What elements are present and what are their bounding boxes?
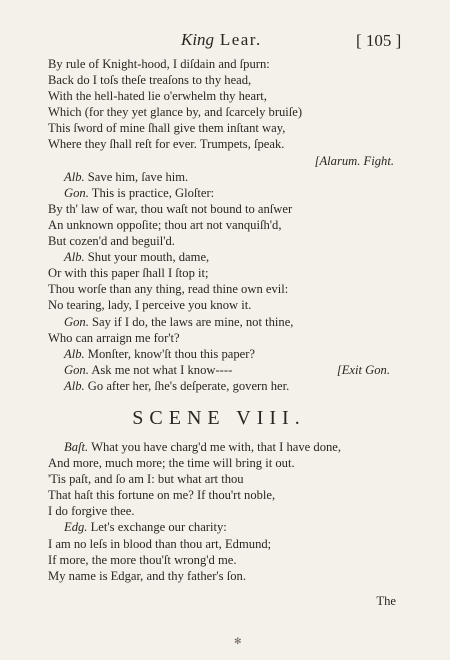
catchword: The	[376, 593, 396, 608]
text-line: Thou worſe than any thing, read thine own evil:	[48, 282, 289, 297]
text-line: I am no leſs in blood than thou art, Edmund;	[48, 536, 272, 551]
speech-text: This is practice, Gloſter:	[91, 185, 215, 200]
scene-heading: SCENE VIII.	[132, 406, 306, 429]
text-line: With the hell-hated lie o'erwhelm thy heart,	[48, 89, 267, 104]
speaker-name: Gon.	[64, 185, 89, 200]
text-line: 'Tis paſt, and ſo am I: but what art thou	[48, 472, 244, 487]
text-line: But cozen'd and beguil'd.	[48, 234, 175, 249]
text-line: Where they ſhall reſt for ever. Trumpets, ſpeak.	[48, 137, 285, 152]
text-line: By th' law of war, thou waſt not bound to anſwer	[48, 201, 293, 216]
text-line: No tearing, lady, I perceive you know it.	[48, 298, 252, 313]
text-line: Or with this paper ſhall I ſtop it;	[48, 266, 209, 281]
speech-line	[48, 169, 390, 185]
speech-line	[48, 519, 390, 535]
speech-text: Say if I do, the laws are mine, not thine,	[92, 314, 294, 329]
text-line: My name is Edgar, and thy father's ſon.	[48, 568, 246, 583]
stage-direction: [Exit Gon.	[336, 362, 390, 377]
text-line: An unknown oppoſite; thou art not vanquiſh'd,	[48, 217, 282, 232]
speech-text: Go after her, ſhe's deſperate, govern her.	[87, 378, 290, 393]
speech-text: What you have charg'd me with, that I have done,	[91, 439, 342, 454]
text-line: If more, the more thou'ſt wrong'd me.	[48, 552, 237, 567]
speech-line	[48, 249, 390, 265]
text-line: And more, much more; the time will bring it out.	[48, 456, 295, 471]
text-line: By rule of Knight-hood, I diſdain and ſpurn:	[48, 57, 270, 71]
printer-mark-icon: ✻	[234, 636, 242, 646]
speaker-name: Baſt.	[64, 439, 89, 454]
speaker-name: Alb.	[64, 250, 85, 265]
running-title-italic: King	[181, 30, 215, 49]
speech-line	[48, 378, 390, 394]
page-number: [ 105 ]	[356, 31, 402, 50]
text-line: Back do I toſs theſe treaſons to thy head,	[48, 73, 252, 88]
speaker-name: Edg.	[64, 520, 88, 535]
speech-line	[48, 346, 390, 362]
speech-text: Shut your mouth, dame,	[87, 250, 210, 265]
running-title-caps: Lear.	[219, 30, 262, 49]
text-line: Which (for they yet glance by, and ſcarcely bruiſe)	[48, 105, 303, 120]
text-line: Who can arraign me for't?	[48, 330, 180, 345]
speaker-name: Alb.	[64, 169, 85, 184]
speech-text: Monſter, know'ſt thou this paper?	[87, 346, 256, 361]
speaker-name: Gon.	[64, 314, 89, 329]
speech-text: Ask me not what I know----	[91, 362, 233, 377]
text-line: This ſword of mine ſhall give them inſtant way,	[48, 121, 286, 136]
running-title	[181, 30, 262, 50]
speaker-name: Gon.	[64, 362, 89, 377]
text-line: I do forgive thee.	[48, 504, 135, 519]
speech-text: Save him, ſave him.	[87, 169, 189, 184]
speech-line	[48, 185, 390, 201]
speaker-name: Alb.	[64, 378, 85, 393]
speaker-name: Alb.	[64, 346, 85, 361]
play-text	[48, 56, 396, 609]
stage-direction: [Alarum. Fight.	[314, 153, 394, 168]
speech-text: Let's exchange our charity:	[90, 520, 227, 535]
speech-line	[48, 314, 390, 330]
running-header	[0, 30, 450, 52]
speech-line	[48, 439, 390, 455]
speech-line	[48, 362, 390, 378]
text-line: That haſt this fortune on me? If thou'rt noble,	[48, 488, 276, 503]
